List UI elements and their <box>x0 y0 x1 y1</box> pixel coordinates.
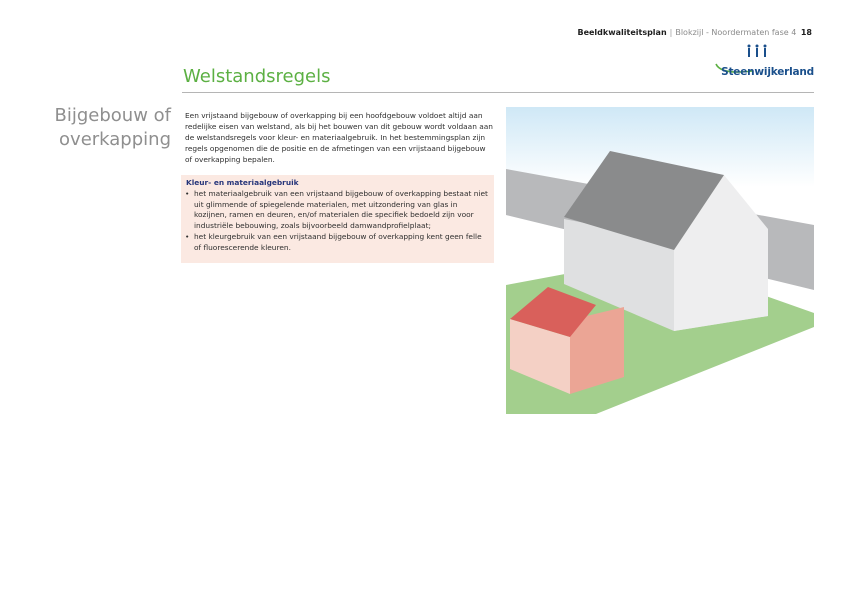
rules-list <box>185 189 490 255</box>
rule-item: • het materiaalgebruik van een vrijstaand bijgebouw of overkapping bestaat niet uit glimmende of spiegelende materialen, met uitzondering van glas in kozijnen, ramen en deuren, en/of materialen die specifiek bedoeld zijn voor industriële bebouwing, zoals bijvoorbeeld damwandprofielplaat; <box>185 189 490 231</box>
logo-name: Steenwijkerland <box>721 66 814 78</box>
topic-title <box>30 104 171 152</box>
title-divider <box>182 92 814 93</box>
people-figures-icon <box>746 44 768 58</box>
rules-heading: Kleur- en materiaalgebruik <box>186 178 299 187</box>
page-number: 18 <box>800 28 812 37</box>
page-header <box>577 28 812 37</box>
document-subtitle: Blokzijl - Noordermaten fase 4 <box>675 28 797 37</box>
rule-item: • het kleurgebruik van een vrijstaand bijgebouw of overkapping kent geen felle of fluorescerende kleuren. <box>185 232 490 253</box>
house-illustration <box>506 107 814 414</box>
municipality-logo <box>714 44 814 78</box>
topic-title-line-1: Bijgebouw of <box>54 105 171 126</box>
topic-title-line-2: overkapping <box>59 129 171 150</box>
header-separator: | <box>669 28 673 37</box>
rules-box <box>181 175 494 263</box>
document-title: Beeldkwaliteitsplan <box>577 28 667 37</box>
section-title: Welstandsregels <box>183 66 331 87</box>
intro-paragraph: Een vrijstaand bijgebouw of overkapping bij een hoofdgebouw voldoet altijd aan redelijke eisen van welstand, als bij het bouwen van dit gebouw wordt voldaan aan de welstandsregels voor kleur- en materiaalgebruik. In het bestemmingsplan zijn regels opgenomen die de positie en de afmetingen van een vrijstaand bijgebouw of overkapping bepalen. <box>185 111 493 164</box>
